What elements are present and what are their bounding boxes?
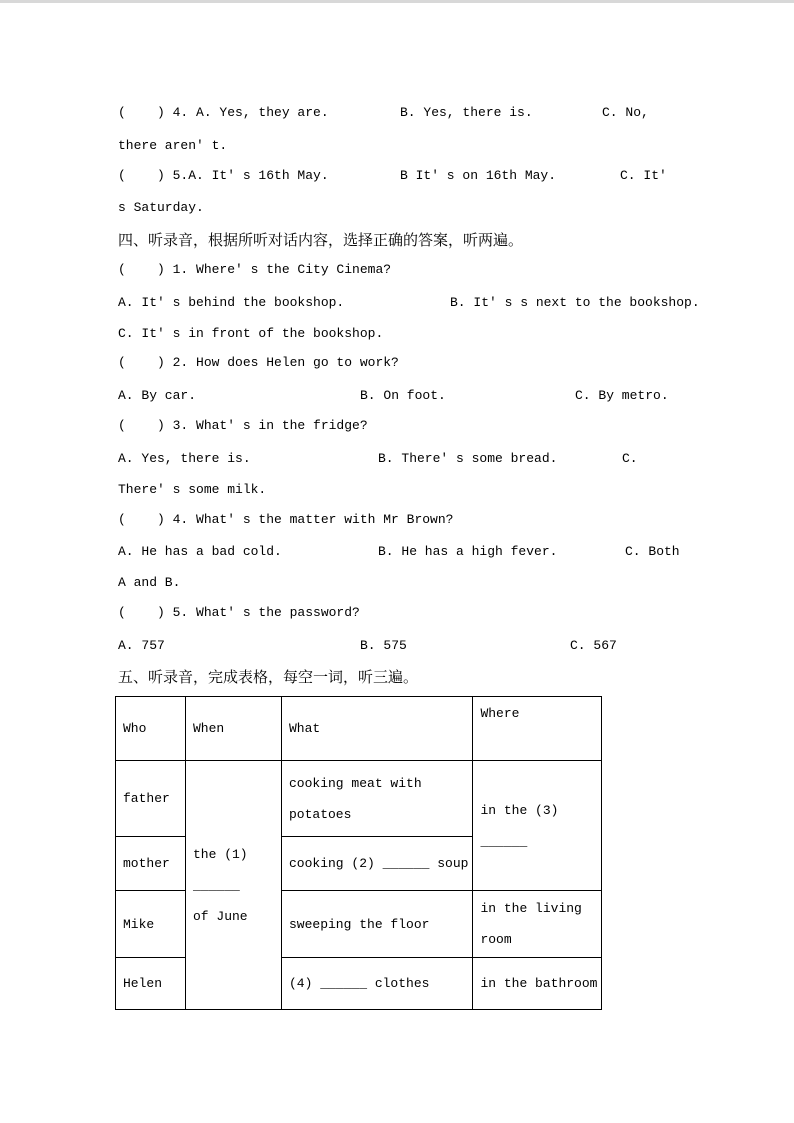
option-b: B. 575 [360, 638, 407, 653]
option-c: C. By metro. [575, 388, 669, 403]
section-title: 五、听录音，完成表格，每空一词，听三遍。 [118, 668, 419, 686]
option-a: A. By car. [118, 388, 197, 403]
cell-text: of June [193, 908, 248, 924]
header-label: Where [480, 706, 520, 721]
question-text: ( ) 3. What' s in the fridge? [118, 418, 368, 433]
cell-what-mike [282, 891, 473, 958]
question-text: ( ) 5. What' s the password? [118, 605, 360, 620]
question-5-option-b: B It' s on 16th May. [400, 168, 557, 183]
option-b: B. It' s s next to the bookshop. [450, 295, 700, 310]
option-c: C. [622, 451, 638, 466]
section4-question-5 [0, 605, 794, 627]
section-5-heading [0, 666, 794, 688]
continuation-text: There' s some milk. [118, 482, 267, 497]
header-where [473, 697, 602, 761]
continuation-text: there aren' t. [118, 138, 228, 153]
question-text: ( ) 1. Where' s the City Cinema? [118, 262, 392, 277]
option-a: A. 757 [118, 638, 165, 653]
question-4-options-line [0, 105, 794, 127]
cell-text: cooking (2) ______ soup [289, 856, 469, 871]
option-a: A. It' s behind the bookshop. [118, 295, 345, 310]
s4q3-option-c-continuation [0, 482, 794, 504]
option-b: B. There' s some bread. [378, 451, 558, 466]
cell-text: sweeping the floor [289, 916, 430, 932]
header-what [282, 697, 473, 761]
cell-what-father [282, 761, 473, 837]
cell-where-father-mother [473, 761, 602, 891]
s4q3-options [0, 451, 794, 473]
header-when [186, 697, 282, 761]
option-a: A. He has a bad cold. [118, 544, 282, 559]
header-who [116, 697, 186, 761]
question-text: ( ) 2. How does Helen go to work? [118, 355, 399, 370]
cell-text: Helen [123, 976, 163, 991]
cell-who-mother [116, 837, 186, 891]
cell-who-father [116, 761, 186, 837]
cell-text: mother [123, 856, 170, 871]
question-4-option-b: B. Yes, there is. [400, 105, 533, 120]
blank-1-underline: ______ [193, 877, 240, 893]
continuation-text: s Saturday. [118, 200, 204, 215]
section4-question-4 [0, 512, 794, 534]
section4-question-1 [0, 262, 794, 284]
question-4-option-a: ( ) 4. A. Yes, they are. [118, 105, 329, 120]
cell-who-mike [116, 891, 186, 958]
cell-text: room [480, 932, 512, 947]
option-c: C. It' s in front of the bookshop. [118, 326, 384, 341]
cell-who-helen [116, 958, 186, 1010]
s4q1-option-c [0, 326, 794, 348]
cell-text: Mike [123, 916, 155, 932]
question-text: ( ) 4. What' s the matter with Mr Brown? [118, 512, 454, 527]
option-b: B. He has a high fever. [378, 544, 558, 559]
option-b: B. On foot. [360, 388, 446, 403]
section-title: 四、听录音，根据所听对话内容，选择正确的答案，听两遍。 [118, 231, 524, 249]
cell-text: cooking meat with [289, 775, 422, 791]
blank-3-underline: ______ [480, 833, 528, 849]
cell-text: in the living [480, 901, 582, 916]
section4-question-2 [0, 355, 794, 377]
cell-when-merged [186, 761, 282, 1010]
header-label: When [193, 720, 225, 736]
cell-text: the (1) [193, 846, 248, 862]
table-row-father [116, 761, 602, 837]
page-top-border [0, 0, 794, 3]
cell-what-helen [282, 958, 473, 1010]
s4q5-options [0, 638, 794, 660]
cell-what-mother [282, 837, 473, 891]
cell-text: father [123, 791, 170, 806]
header-label: What [289, 720, 321, 736]
question-4-option-c: C. No, [602, 105, 649, 120]
header-label: Who [123, 720, 147, 736]
option-a: A. Yes, there is. [118, 451, 251, 466]
cell-where-helen [473, 958, 602, 1010]
question-5-option-a: ( ) 5.A. It' s 16th May. [118, 168, 329, 183]
option-c: C. 567 [570, 638, 617, 653]
table-header-row [116, 697, 602, 761]
cell-text: (4) ______ clothes [289, 976, 430, 991]
s4q4-option-c-continuation [0, 575, 794, 597]
question-4-option-c-continuation [0, 138, 794, 160]
listening-fill-in-table [115, 696, 602, 1010]
s4q2-options [0, 388, 794, 410]
cell-text: potatoes [289, 806, 352, 822]
option-c: C. Both [625, 544, 680, 559]
question-5-option-c: C. It' [620, 168, 667, 183]
question-5-option-c-continuation [0, 200, 794, 222]
question-5-options-line [0, 168, 794, 190]
s4q4-options [0, 544, 794, 566]
cell-text: in the bathroom [480, 976, 598, 991]
cell-where-mike [473, 891, 602, 958]
section-4-heading [0, 229, 794, 251]
s4q1-options-ab [0, 295, 794, 317]
section4-question-3 [0, 418, 794, 440]
continuation-text: A and B. [118, 575, 181, 590]
cell-text: in the (3) [480, 802, 559, 818]
